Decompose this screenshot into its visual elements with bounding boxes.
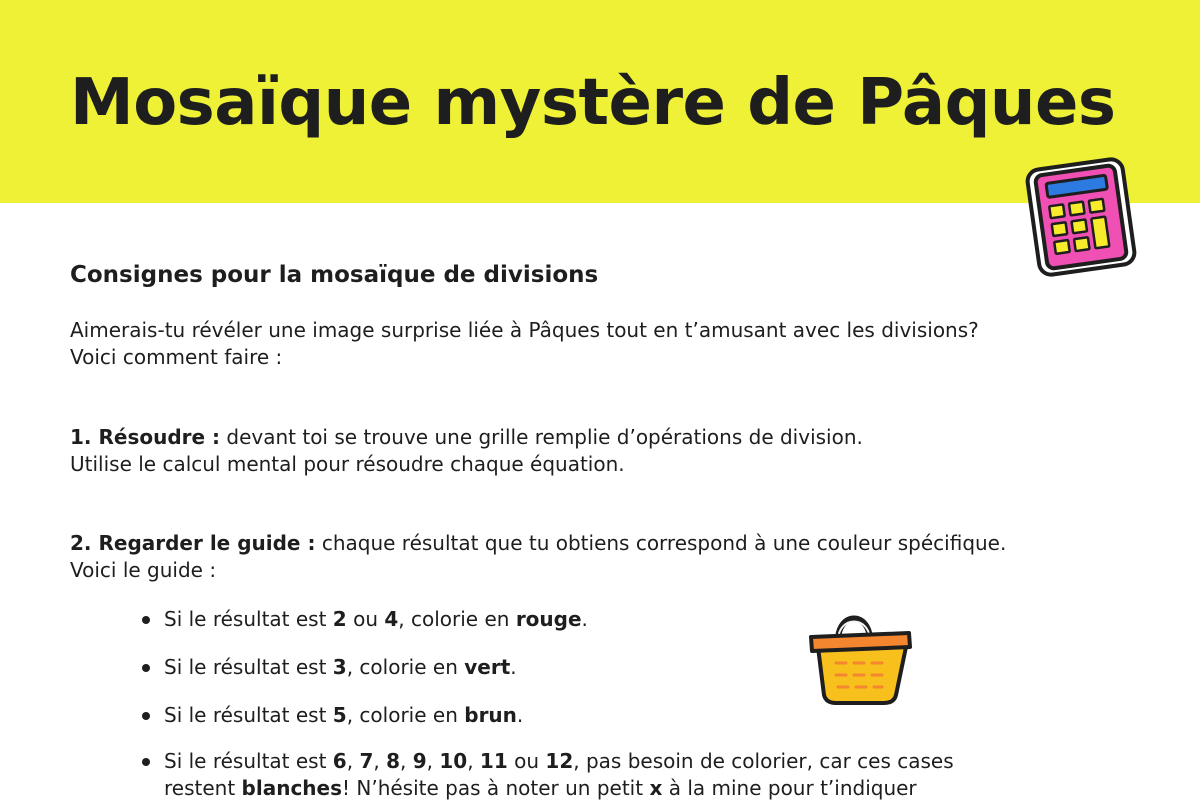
step-label: 1. Résoudre :: [70, 425, 221, 449]
step-resolve: [70, 424, 1150, 478]
step-text: chaque résultat que tu obtiens correspond à une couleur spécifique.: [315, 531, 1007, 555]
result-number: 3: [332, 655, 347, 679]
intro-paragraph: [70, 317, 1150, 371]
result-number: 8: [386, 749, 400, 773]
result-number: 9: [412, 749, 427, 773]
step-text: Utilise le calcul mental pour résoudre chaque équation.: [70, 452, 625, 476]
easter-basket-icon: [808, 607, 912, 711]
result-number: 7: [359, 749, 374, 773]
result-number: 2: [332, 607, 347, 631]
guide-item-brown: Si le résultat est 5, colorie en brun.: [142, 702, 1042, 729]
bullet-dot: [142, 616, 150, 624]
color-name: blanches: [241, 776, 342, 800]
result-number: 5: [332, 703, 347, 727]
color-name: rouge: [515, 607, 582, 631]
step-text: devant toi se trouve une grille remplie d’opérations de division.: [220, 425, 863, 449]
result-number: 6: [332, 749, 347, 773]
color-name: vert: [464, 655, 511, 679]
calculator-icon: [1023, 154, 1140, 279]
step-guide: [70, 530, 1150, 584]
step-text: Voici le guide :: [70, 558, 217, 582]
bullet-dot: [142, 712, 150, 720]
instructions-heading: Consignes pour la mosaïque de divisions: [70, 262, 599, 288]
result-number: 12: [545, 749, 574, 773]
mark-x: x: [649, 776, 663, 800]
guide-item-white: Si le résultat est 6, 7, 8, 9, 10, 11 ou 12, pas besoin de colorier, car ces cases restent blanches! N’hésite pas à noter un petit x à la mine pour t’indiquer: [142, 748, 1042, 800]
intro-line: Aimerais-tu révéler une image surprise liée à Pâques tout en t’amusant avec les divisions?: [70, 318, 979, 342]
intro-line: Voici comment faire :: [70, 345, 283, 369]
result-number: 11: [479, 749, 508, 773]
bullet-dot: [142, 758, 150, 766]
guide-item-green: Si le résultat est 3, colorie en vert.: [142, 654, 1042, 681]
step-label: 2. Regarder le guide :: [70, 531, 316, 555]
result-number: 4: [384, 607, 399, 631]
result-number: 10: [439, 749, 468, 773]
bullet-dot: [142, 664, 150, 672]
guide-item-red: Si le résultat est 2 ou 4, colorie en rouge.: [142, 606, 1042, 633]
page-title: Mosaïque mystère de Pâques: [70, 66, 1116, 140]
color-name: brun: [464, 703, 517, 727]
